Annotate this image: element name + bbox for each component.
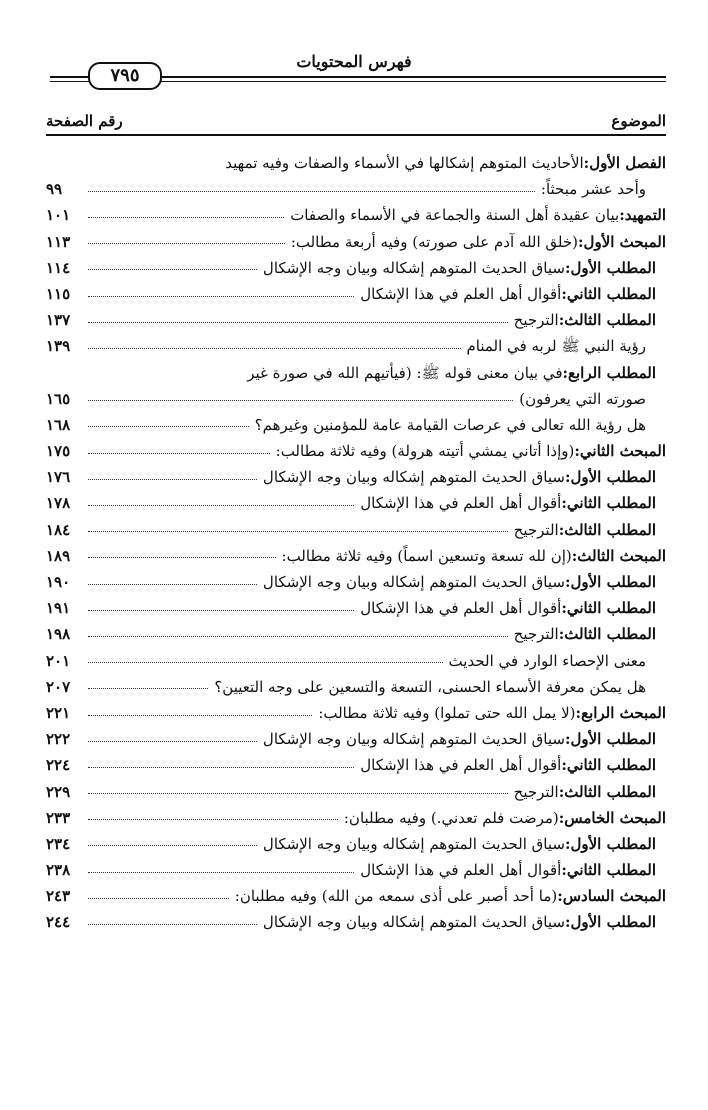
toc-entry-text: سياق الحديث المتوهم إشكاله وبيان وجه الإشكال	[262, 258, 565, 277]
dot-leader	[88, 475, 257, 480]
dot-leader	[88, 396, 513, 401]
toc-entry-text: (مرضت فلم تعدني.) وفيه مطلبان:	[343, 808, 559, 827]
toc-entry-page: ٢٠٧	[46, 677, 71, 696]
toc-entry	[46, 360, 666, 386]
toc-entry-text: الترجيح	[513, 520, 559, 539]
toc-entry	[46, 490, 666, 516]
toc-entry-text: (خلق الله آدم على صورته) وفيه أربعة مطالب:	[290, 232, 579, 251]
dot-leader	[88, 789, 508, 794]
toc-entry-label: المطلب الأول:	[564, 730, 656, 749]
toc-entry-page: ١٧٦	[46, 468, 71, 487]
toc-entry-page: ٢٣٤	[46, 834, 71, 853]
toc-entry-page: ١١٤	[46, 258, 71, 277]
dot-leader	[88, 841, 257, 846]
column-headers-rule	[46, 134, 666, 136]
toc-entry-text: أقوال أهل العلم في هذا الإشكال	[360, 494, 562, 513]
dot-leader	[88, 318, 508, 323]
toc-entry	[46, 779, 666, 805]
toc-entry-text: بيان عقيدة أهل السنة والجماعة في الأسماء والصفات	[290, 206, 620, 225]
toc-entry-label: المطلب الأول:	[564, 913, 656, 932]
toc-entry	[46, 412, 666, 438]
toc-entry-label: المبحث الخامس:	[558, 808, 666, 827]
toc-entry-text: الترجيح	[513, 625, 559, 644]
column-headers	[46, 112, 666, 134]
toc-entry-page: ٢٢٤	[46, 756, 71, 775]
toc-entry-page: ٢٢٩	[46, 782, 71, 801]
toc-entry	[46, 648, 666, 674]
toc-entry-page: ١٨٩	[46, 546, 71, 565]
dot-leader	[88, 265, 257, 270]
toc-entry-text: صورته التي يعرفون)	[519, 389, 646, 408]
toc-list	[46, 150, 666, 936]
dot-leader	[88, 606, 354, 611]
toc-entry-page: ٢٢٢	[46, 730, 71, 749]
toc-entry	[46, 805, 666, 831]
toc-entry-label: التمهيد:	[619, 206, 666, 225]
toc-entry-text: (وإذا أتاني يمشي أتيته هرولة) وفيه ثلاثة مطالب:	[275, 442, 575, 461]
dot-leader	[88, 239, 285, 244]
toc-entry-page: ١٩١	[46, 599, 71, 618]
toc-entry-text: الترجيح	[513, 782, 559, 801]
toc-entry-label: المطلب الثاني:	[561, 756, 656, 775]
toc-entry	[46, 752, 666, 778]
page-number-badge: ٧٩٥	[88, 62, 162, 90]
toc-entry-text: سياق الحديث المتوهم إشكاله وبيان وجه الإشكال	[262, 573, 565, 591]
toc-entry-page: ٢٤٤	[46, 913, 71, 932]
toc-entry-label: المطلب الثالث:	[558, 782, 656, 801]
toc-entry-page: ٢٣٨	[46, 861, 71, 880]
dot-leader	[88, 920, 257, 925]
toc-entry-page: ١٨٤	[46, 520, 71, 539]
toc-entry-label: المبحث الأول:	[578, 232, 666, 251]
toc-entry-page: ٩٩	[46, 180, 63, 199]
toc-entry-label: الفصل الأول:	[583, 154, 666, 172]
toc-entry-page: ١١٥	[46, 284, 71, 303]
toc-entry-text: الترجيح	[513, 311, 559, 330]
toc-entry	[46, 831, 666, 857]
toc-entry	[46, 438, 666, 464]
toc-entry-page: ١٦٥	[46, 389, 71, 408]
dot-leader	[88, 344, 461, 349]
topic-column-header: الموضوع	[611, 112, 666, 130]
toc-entry	[46, 307, 666, 333]
toc-entry-text: أقوال أهل العلم في هذا الإشكال	[360, 599, 562, 618]
toc-entry-text: سياق الحديث المتوهم إشكاله وبيان وجه الإشكال	[262, 913, 565, 932]
toc-entry-text: (لا يمل الله حتى تملوا) وفيه ثلاثة مطالب:	[318, 703, 576, 722]
dot-leader	[88, 868, 354, 873]
toc-entry-label: المطلب الأول:	[564, 258, 656, 277]
dot-leader	[88, 894, 229, 899]
toc-entry-text: (إن لله تسعة وتسعين اسماً) وفيه ثلاثة مطالب:	[281, 546, 572, 565]
toc-entry-text: وأحد عشر مبحثاً:	[540, 180, 646, 199]
toc-entry	[46, 569, 666, 595]
toc-entry-label: المطلب الثاني:	[561, 861, 656, 880]
toc-entry-text: سياق الحديث المتوهم إشكاله وبيان وجه الإشكال	[262, 834, 565, 853]
toc-entry	[46, 883, 666, 909]
toc-entry	[46, 150, 666, 176]
toc-entry-page: ١٩٨	[46, 625, 71, 644]
toc-entry-label: المطلب الأول:	[564, 573, 656, 591]
toc-entry-label: المطلب الرابع:	[562, 363, 656, 382]
toc-entry-text: (ما أحد أصبر على أذى سمعه من الله) وفيه مطلبان:	[234, 887, 558, 906]
toc-entry-page: ١٣٧	[46, 311, 71, 330]
toc-entry	[46, 281, 666, 307]
toc-entry	[46, 255, 666, 281]
toc-entry-text: أقوال أهل العلم في هذا الإشكال	[360, 284, 562, 303]
toc-entry-text: هل يمكن معرفة الأسماء الحسنى، التسعة والتسعين على وجه التعيين؟	[214, 677, 646, 696]
dot-leader	[88, 737, 257, 742]
toc-entry-label: المطلب الثالث:	[558, 520, 656, 539]
toc-entry	[46, 700, 666, 726]
toc-entry	[46, 674, 666, 700]
dot-leader	[88, 292, 354, 297]
toc-entry-text: هل رؤية الله تعالى في عرصات القيامة عامة للمؤمنين وغيرهم؟	[254, 415, 646, 434]
toc-entry-page: ١٦٨	[46, 415, 71, 434]
dot-leader	[88, 658, 443, 663]
toc-entry-text: سياق الحديث المتوهم إشكاله وبيان وجه الإشكال	[262, 730, 565, 749]
toc-entry-label: المبحث الثالث:	[571, 546, 666, 565]
toc-entry	[46, 202, 666, 228]
dot-leader	[88, 711, 312, 716]
toc-entry	[46, 595, 666, 621]
toc-entry-page: ١٣٩	[46, 337, 71, 356]
toc-entry	[46, 909, 666, 935]
toc-entry-label: المبحث السادس:	[557, 887, 666, 906]
page-column-header: رقم الصفحة	[46, 112, 123, 130]
toc-entry-text: الأحاديث المتوهم إشكالها في الأسماء والصفات وفيه تمهيد	[225, 154, 584, 172]
toc-entry-page: ١١٣	[46, 232, 71, 251]
toc-entry	[46, 726, 666, 752]
toc-entry	[46, 621, 666, 647]
toc-entry-page: ١٧٥	[46, 442, 71, 461]
toc-entry-label: المطلب الثاني:	[561, 494, 656, 513]
toc-entry	[46, 176, 666, 202]
toc-entry-text: أقوال أهل العلم في هذا الإشكال	[360, 756, 562, 775]
dot-leader	[88, 580, 257, 585]
dot-leader	[88, 684, 208, 689]
toc-entry-label: المطلب الثاني:	[561, 599, 656, 618]
toc-entry-page: ٢٤٣	[46, 887, 71, 906]
toc-entry-label: المطلب الأول:	[564, 468, 656, 487]
running-title: فهرس المحتويات	[296, 52, 412, 71]
toc-entry-text: رؤية النبي ﷺ لربه في المنام	[466, 337, 646, 356]
toc-entry-label: المطلب الثالث:	[558, 625, 656, 644]
toc-entry-text: في بيان معنى قوله ﷺ: (فيأتيهم الله في صورة غير	[247, 363, 563, 382]
dot-leader	[88, 763, 354, 768]
toc-entry-label: المبحث الثاني:	[574, 442, 666, 461]
toc-entry	[46, 517, 666, 543]
dot-leader	[88, 815, 338, 820]
toc-entry	[46, 543, 666, 569]
dot-leader	[88, 213, 284, 218]
dot-leader	[88, 553, 276, 558]
toc-entry-page: ٢٢١	[46, 703, 71, 722]
toc-entry	[46, 464, 666, 490]
toc-entry	[46, 386, 666, 412]
dot-leader	[88, 527, 508, 532]
toc-entry-text: معنى الإحصاء الوارد في الحديث	[448, 651, 646, 670]
dot-leader	[88, 422, 249, 427]
toc-entry	[46, 229, 666, 255]
dot-leader	[88, 449, 270, 454]
dot-leader	[88, 187, 535, 192]
dot-leader	[88, 632, 508, 637]
toc-entry	[46, 857, 666, 883]
toc-entry-label: المطلب الأول:	[564, 834, 656, 853]
toc-entry-text: أقوال أهل العلم في هذا الإشكال	[360, 861, 562, 880]
toc-entry-label: المطلب الثالث:	[558, 311, 656, 330]
toc-entry-page: ١٩٠	[46, 573, 71, 591]
toc-entry-page: ٢٣٣	[46, 808, 71, 827]
toc-entry	[46, 333, 666, 359]
dot-leader	[88, 501, 354, 506]
toc-entry-page: ٢٠١	[46, 651, 71, 670]
toc-entry-label: المطلب الثاني:	[561, 284, 656, 303]
toc-entry-text: سياق الحديث المتوهم إشكاله وبيان وجه الإشكال	[262, 468, 565, 487]
toc-entry-label: المبحث الرابع:	[575, 703, 666, 722]
toc-entry-page: ١٠١	[46, 206, 71, 225]
toc-entry-page: ١٧٨	[46, 494, 71, 513]
